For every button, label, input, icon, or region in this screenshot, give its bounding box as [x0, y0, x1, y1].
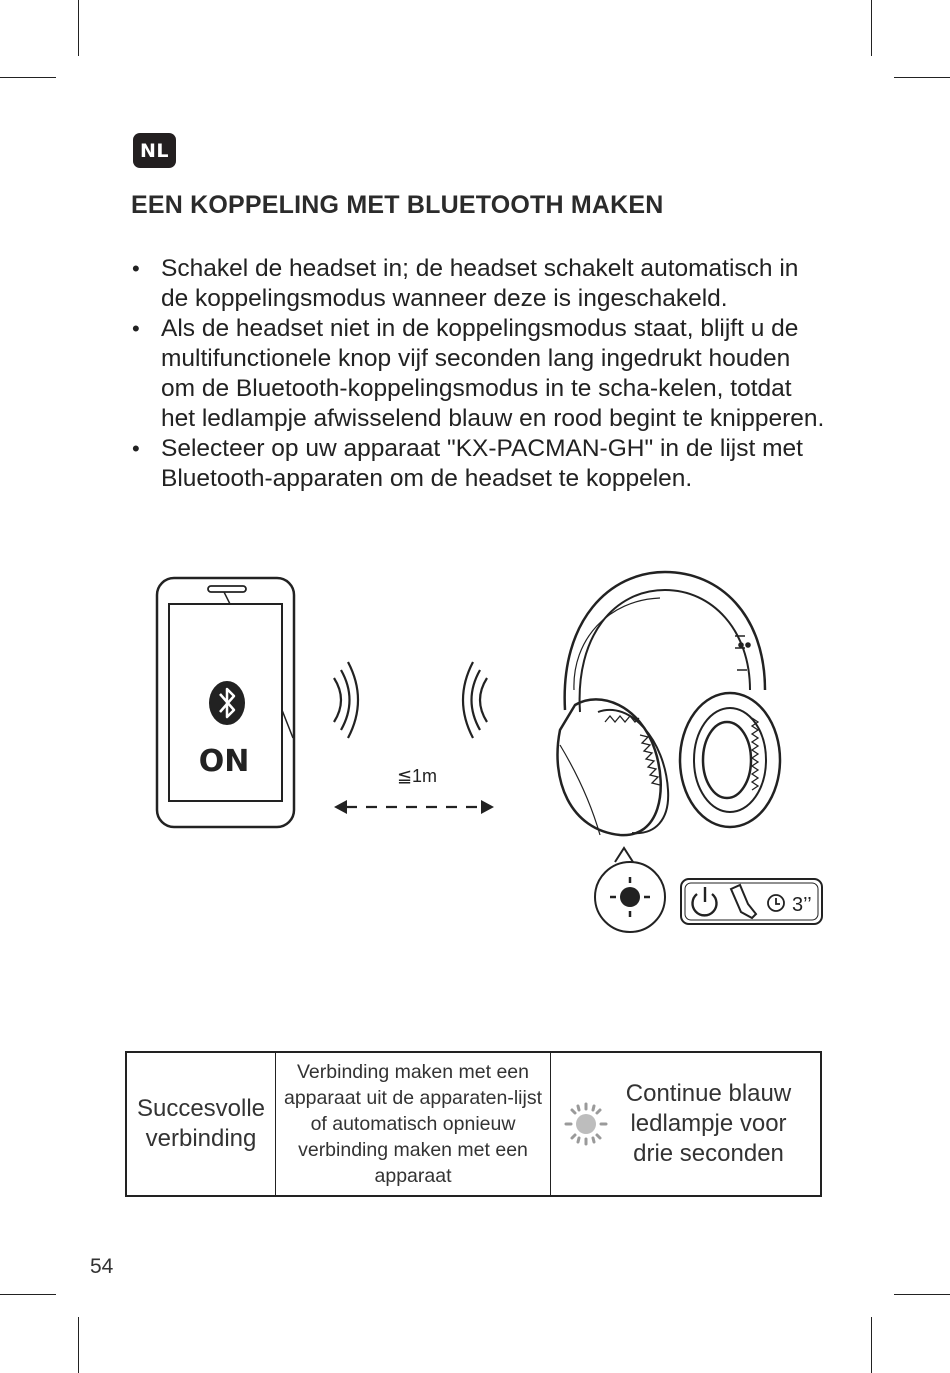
light-indicator-icon	[595, 848, 665, 932]
language-badge: NL	[133, 133, 176, 168]
instruction-text: Als de headset niet in de koppelingsmodus staat, blijft u de multifunctionele knop vijf seconden lang ingedrukt houden om de Bluetooth-koppelingsmodus in te scha-kelen, totdat het ledlampje afwisselend blauw en rood begint te knipperen.	[161, 315, 825, 432]
instruction-list	[131, 254, 831, 494]
instruction-item	[131, 434, 831, 494]
table-row	[126, 1052, 821, 1196]
crop-mark	[894, 1294, 950, 1295]
led-glow-icon	[563, 1101, 609, 1147]
crop-mark	[0, 1294, 56, 1295]
instruction-text: Schakel de headset in; de headset schakelt automatisch in de koppelingsmodus wanneer deze is ingeschakeld.	[161, 255, 799, 312]
crop-mark	[0, 77, 56, 78]
signal-waves-icon	[334, 662, 487, 738]
distance-label: ≦1m	[396, 766, 438, 786]
bullet-icon: •	[132, 316, 140, 341]
instruction-text: Selecteer op uw apparaat "KX-PACMAN-GH" in de lijst met Bluetooth-apparaten om de headset te koppelen.	[161, 435, 803, 492]
crop-mark	[78, 0, 79, 56]
crop-mark	[871, 0, 872, 56]
distance-arrow-icon	[334, 800, 494, 814]
page-number: 54	[90, 1255, 114, 1278]
headphones-illustration	[558, 572, 781, 862]
status-table	[125, 1051, 822, 1197]
bullet-icon: •	[132, 256, 140, 281]
led-cell	[551, 1052, 822, 1196]
crop-mark	[894, 77, 950, 78]
pairing-illustration	[150, 565, 840, 945]
instruction-item	[131, 254, 831, 314]
hold-time-label: 3’’	[792, 894, 812, 916]
event-cell: Verbinding maken met een apparaat uit de apparaten-lijst of automatisch opnieuw verbinding maken met een apparaat	[276, 1052, 551, 1196]
led-status-text: Continue blauw ledlampje voor drie seconden	[625, 1080, 792, 1167]
crop-mark	[871, 1317, 872, 1373]
crop-mark	[78, 1317, 79, 1373]
section-title: EEN KOPPELING MET BLUETOOTH MAKEN	[131, 191, 664, 219]
bullet-icon: •	[132, 436, 140, 461]
phone-screen-text: ON	[198, 744, 250, 779]
instruction-item	[131, 314, 831, 434]
bluetooth-icon	[209, 681, 245, 725]
status-cell: Succesvolle verbinding	[126, 1052, 276, 1196]
